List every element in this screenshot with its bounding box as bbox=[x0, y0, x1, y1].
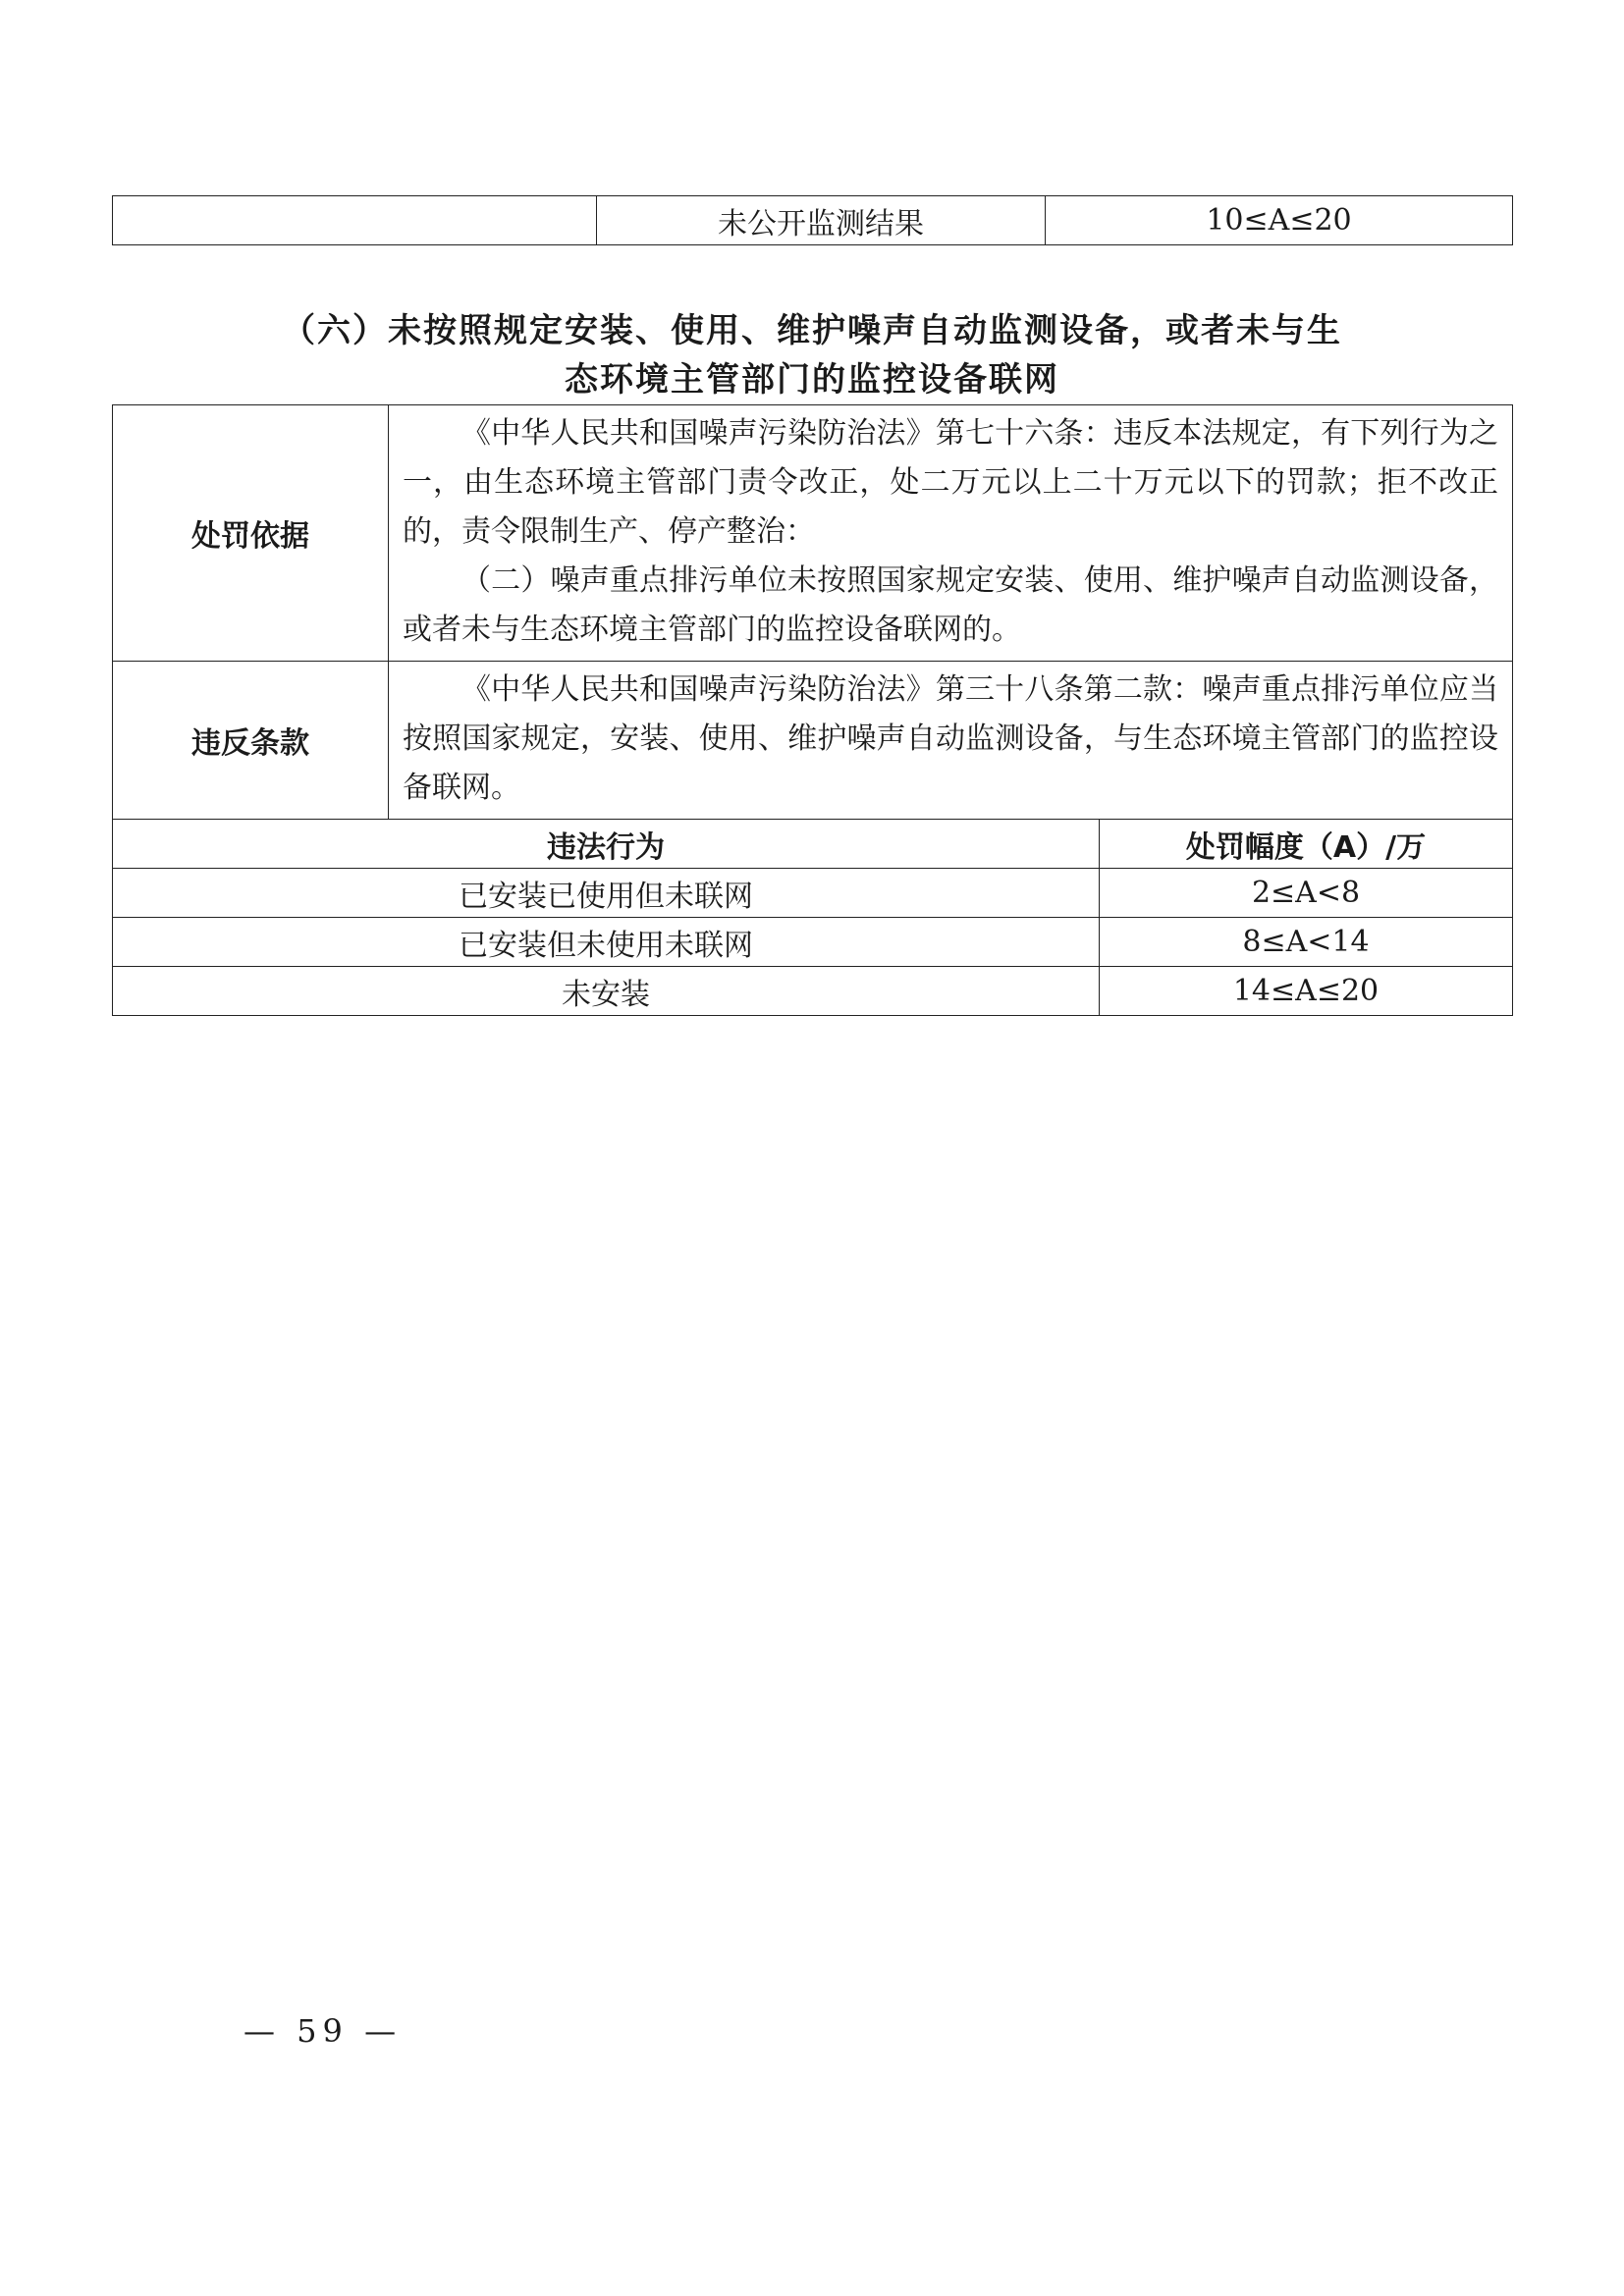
clause-label: 违反条款 bbox=[113, 662, 389, 820]
clause-row bbox=[113, 662, 1513, 820]
table-row bbox=[113, 196, 1513, 245]
penalty-header-row bbox=[113, 820, 1513, 869]
basis-paragraph-2: （二）噪声重点排污单位未按照国家规定安装、使用、维护噪声自动监测设备，或者未与生态环境主管部门的监控设备联网的。 bbox=[403, 563, 1498, 647]
section-title-line2: 态环境主管部门的监控设备联网 bbox=[565, 360, 1059, 400]
basis-label: 处罚依据 bbox=[113, 405, 389, 662]
clause-text bbox=[389, 662, 1513, 820]
behavior-cell: 已安装已使用但未联网 bbox=[113, 869, 1100, 918]
header-behavior: 违法行为 bbox=[113, 820, 1100, 869]
behavior-cell: 已安装但未使用未联网 bbox=[113, 918, 1100, 967]
header-range: 处罚幅度（A）/万 bbox=[1100, 820, 1513, 869]
section-title bbox=[112, 306, 1512, 404]
table-row bbox=[113, 918, 1513, 967]
behavior-cell: 未安装 bbox=[113, 967, 1100, 1016]
table-row bbox=[113, 869, 1513, 918]
previous-penalty-table bbox=[112, 195, 1513, 245]
clause-paragraph-1: 《中华人民共和国噪声污染防治法》第三十八条第二款：噪声重点排污单位应当按照国家规定，安装、使用、维护噪声自动监测设备，与生态环境主管部门的监控设备联网。 bbox=[403, 672, 1498, 805]
behavior-cell: 未公开监测结果 bbox=[597, 196, 1046, 245]
penalty-detail-table bbox=[112, 404, 1513, 1016]
empty-cell bbox=[113, 196, 597, 245]
table-row bbox=[113, 967, 1513, 1016]
range-cell: 2≤A<8 bbox=[1100, 869, 1513, 918]
page-number: — 59 — bbox=[244, 2012, 403, 2050]
basis-paragraph-1: 《中华人民共和国噪声污染防治法》第七十六条：违反本法规定，有下列行为之一，由生态环境主管部门责令改正，处二万元以上二十万元以下的罚款；拒不改正的，责令限制生产、停产整治： bbox=[403, 416, 1498, 549]
range-cell: 8≤A<14 bbox=[1100, 918, 1513, 967]
basis-row bbox=[113, 405, 1513, 662]
range-cell: 10≤A≤20 bbox=[1046, 196, 1513, 245]
range-cell: 14≤A≤20 bbox=[1100, 967, 1513, 1016]
section-title-line1: （六）未按照规定安装、使用、维护噪声自动监测设备，或者未与生 bbox=[282, 311, 1342, 350]
basis-text bbox=[389, 405, 1513, 662]
